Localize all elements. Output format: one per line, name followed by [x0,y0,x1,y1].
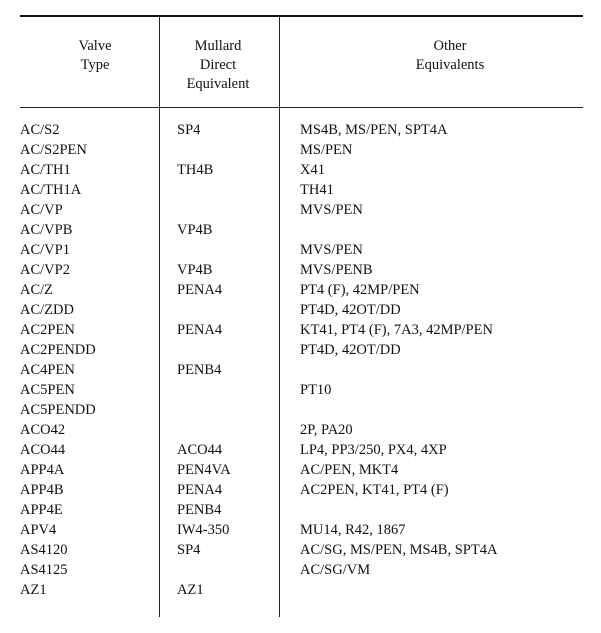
cell-other-equivalents: 2P, PA20 [300,422,353,438]
cell-valve-type: AC/VP [20,202,63,218]
table-body [0,120,601,600]
cell-valve-type: AC4PEN [20,362,75,378]
cell-mullard-equivalent: VP4B [177,262,213,278]
cell-other-equivalents: MS4B, MS/PEN, SPT4A [300,122,448,138]
cell-mullard-equivalent: PENB4 [177,362,222,378]
cell-valve-type: AC/Z [20,282,54,298]
cell-mullard-equivalent: PEN4VA [177,462,231,478]
cell-valve-type: APP4B [20,482,64,498]
table-row [0,300,601,320]
header-line: Equivalents [415,57,485,73]
header-line: Other [433,38,467,54]
table-row [0,140,601,160]
cell-valve-type: AC5PENDD [20,402,96,418]
cell-other-equivalents: PT4 (F), 42MP/PEN [300,282,420,298]
header-other-equivalents [380,37,520,75]
table-row [0,480,601,500]
cell-valve-type: AS4125 [20,562,68,578]
cell-other-equivalents: AC/SG/VM [300,562,371,578]
cell-other-equivalents: AC2PEN, KT41, PT4 (F) [300,482,449,498]
cell-other-equivalents: MVS/PENB [300,262,373,278]
table-row [0,560,601,580]
cell-other-equivalents: KT41, PT4 (F), 7A3, 42MP/PEN [300,322,493,338]
header-line: Mullard [194,38,242,54]
table-row [0,580,601,600]
table-row [0,420,601,440]
cell-mullard-equivalent: VP4B [177,222,213,238]
table-row [0,460,601,480]
cell-valve-type: AC/TH1A [20,182,82,198]
cell-other-equivalents: PT4D, 42OT/DD [300,342,401,358]
table-row [0,180,601,200]
table-row [0,200,601,220]
cell-valve-type: AC/VP1 [20,242,70,258]
cell-mullard-equivalent: SP4 [177,122,201,138]
cell-mullard-equivalent: TH4B [177,162,214,178]
table-row [0,220,601,240]
table-row [0,340,601,360]
table-row [0,240,601,260]
cell-valve-type: AC/ZDD [20,302,74,318]
cell-other-equivalents: MVS/PEN [300,242,363,258]
cell-mullard-equivalent: PENA4 [177,482,223,498]
header-line: Equivalent [186,76,250,92]
table-row [0,500,601,520]
table-row [0,400,601,420]
cell-other-equivalents: MU14, R42, 1867 [300,522,406,538]
table-row [0,360,601,380]
cell-valve-type: APP4E [20,502,63,518]
table-row [0,320,601,340]
cell-valve-type: APV4 [20,522,57,538]
cell-other-equivalents: PT10 [300,382,332,398]
cell-valve-type: AC/S2PEN [20,142,87,158]
table-row [0,440,601,460]
cell-valve-type: AC/TH1 [20,162,71,178]
cell-valve-type: AZ1 [20,582,47,598]
header-line: Direct [199,57,237,73]
cell-mullard-equivalent: ACO44 [177,442,223,458]
table-row [0,520,601,540]
cell-other-equivalents: AC/SG, MS/PEN, MS4B, SPT4A [300,542,498,558]
cell-other-equivalents: X41 [300,162,325,178]
cell-other-equivalents: TH41 [300,182,334,198]
cell-valve-type: AS4120 [20,542,68,558]
cell-valve-type: AC/S2 [20,122,60,138]
header-mullard-equivalent [168,37,268,94]
header-valve-type [55,37,135,75]
header-line: Valve [78,38,112,54]
cell-mullard-equivalent: IW4-350 [177,522,230,538]
top-rule [20,15,583,17]
cell-mullard-equivalent: PENA4 [177,282,223,298]
cell-other-equivalents: MVS/PEN [300,202,363,218]
table-row [0,120,601,140]
cell-other-equivalents: MS/PEN [300,142,353,158]
cell-valve-type: AC2PEN [20,322,75,338]
cell-other-equivalents: LP4, PP3/250, PX4, 4XP [300,442,447,458]
table-row [0,260,601,280]
cell-valve-type: AC/VP2 [20,262,70,278]
cell-valve-type: ACO42 [20,422,66,438]
table-row [0,540,601,560]
cell-mullard-equivalent: PENA4 [177,322,223,338]
cell-valve-type: AC2PENDD [20,342,96,358]
table-row [0,160,601,180]
cell-valve-type: APP4A [20,462,65,478]
cell-valve-type: AC5PEN [20,382,75,398]
table-row [0,280,601,300]
header-line: Type [80,57,110,73]
header-rule [20,107,583,108]
cell-mullard-equivalent: AZ1 [177,582,204,598]
cell-mullard-equivalent: SP4 [177,542,201,558]
table-row [0,380,601,400]
cell-mullard-equivalent: PENB4 [177,502,222,518]
cell-other-equivalents: PT4D, 42OT/DD [300,302,401,318]
cell-other-equivalents: AC/PEN, MKT4 [300,462,399,478]
cell-valve-type: AC/VPB [20,222,73,238]
cell-valve-type: ACO44 [20,442,66,458]
